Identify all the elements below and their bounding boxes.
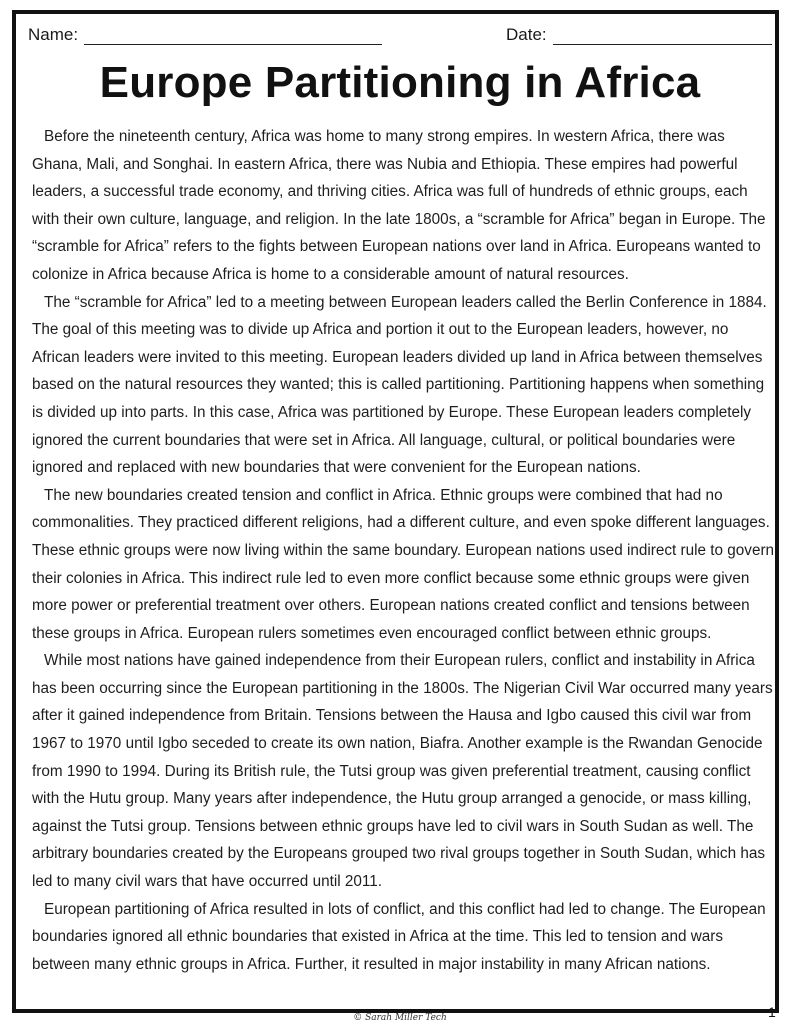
name-label: Name:: [28, 25, 79, 44]
paragraph-4: While most nations have gained independence from their European rulers, conflict and instability in Africa has been occurring since the European partitioning in the 1800s. The Nigerian Civil War occurred many years after it gained independence from Britain. Tensions between the Hausa and Igbo caused this civil war from 1967 to 1970 until Igbo seceded to create its own nation, Biafra. Another example is the Rwandan Genocide from 1990 to 1994. During its British rule, the Tutsi group was given preferential treatment, causing conflict with the Hutu group. Many years after independence, the Hutu group arranged a genocide, or mass killing, against the Tutsi group. Tensions between ethnic groups have led to civil wars in South Sudan as well. The arbitrary boundaries created by the Europeans grouped two rival groups together in South Sudan, which has led to many civil wars that have occurred until 2011.: [32, 652, 773, 891]
worksheet-header: [28, 25, 774, 51]
date-field: [506, 25, 772, 45]
date-label: Date:: [506, 25, 547, 44]
reading-passage: [32, 123, 778, 978]
page-number: 1: [768, 1004, 776, 1020]
paragraph-1: Before the nineteenth century, Africa was home to many strong empires. In western Africa, there was Ghana, Mali, and Songhai. In eastern Africa, there was Nubia and Ethiopia. These empires had powerful leaders, a successful trade economy, and thriving cities. Africa was full of hundreds of ethnic groups, each with their own culture, language, and religion. In the late 1800s, a “scramble for Africa” began in Europe. The “scramble for Africa” refers to the fights between European nations over land in Africa. Europeans wanted to colonize in Africa because Africa is home to a considerable amount of natural resources.: [32, 128, 766, 283]
paragraph-3: The new boundaries created tension and conflict in Africa. Ethnic groups were combined that had no commonalities. They practiced different religions, had a different culture, and even spoke different languages. These ethnic groups were now living within the same boundary. European nations used indirect rule to govern their colonies in Africa. This indirect rule led to even more conflict because some ethnic groups were given more power or preferential treatment over others. European nations created conflict and tensions between these groups in Africa. European rulers sometimes even encouraged conflict between ethnic groups.: [32, 486, 775, 642]
page-title: Europe Partitioning in Africa: [99, 58, 701, 107]
copyright-credit: © Sarah Miller Tech: [353, 1013, 447, 1023]
paragraph-5: European partitioning of Africa resulted in lots of conflict, and this conflict had led to change. The European boundaries ignored all ethnic boundaries that existed in Africa at the time. This led to tension and wars between many ethnic groups in Africa. Further, it resulted in major instability in many African nations.: [32, 900, 766, 973]
name-field: [28, 25, 382, 45]
date-blank-line[interactable]: [553, 26, 772, 45]
name-blank-line[interactable]: [84, 26, 382, 45]
paragraph-2: The “scramble for Africa” led to a meeting between European leaders called the Berlin Conference in 1884. The goal of this meeting was to divide up Africa and portion it out to the European leaders, however, no African leaders were invited to this meeting. European leaders divided up land in Africa between themselves based on the natural resources they wanted; this is called partitioning. Partitioning happens when something is divided up into parts. In this case, Africa was partitioned by Europe. These European leaders completely ignored the current boundaries that were set in Africa. All language, cultural, or political boundaries were ignored and replaced with new boundaries that were convenient for the European nations.: [32, 293, 767, 477]
